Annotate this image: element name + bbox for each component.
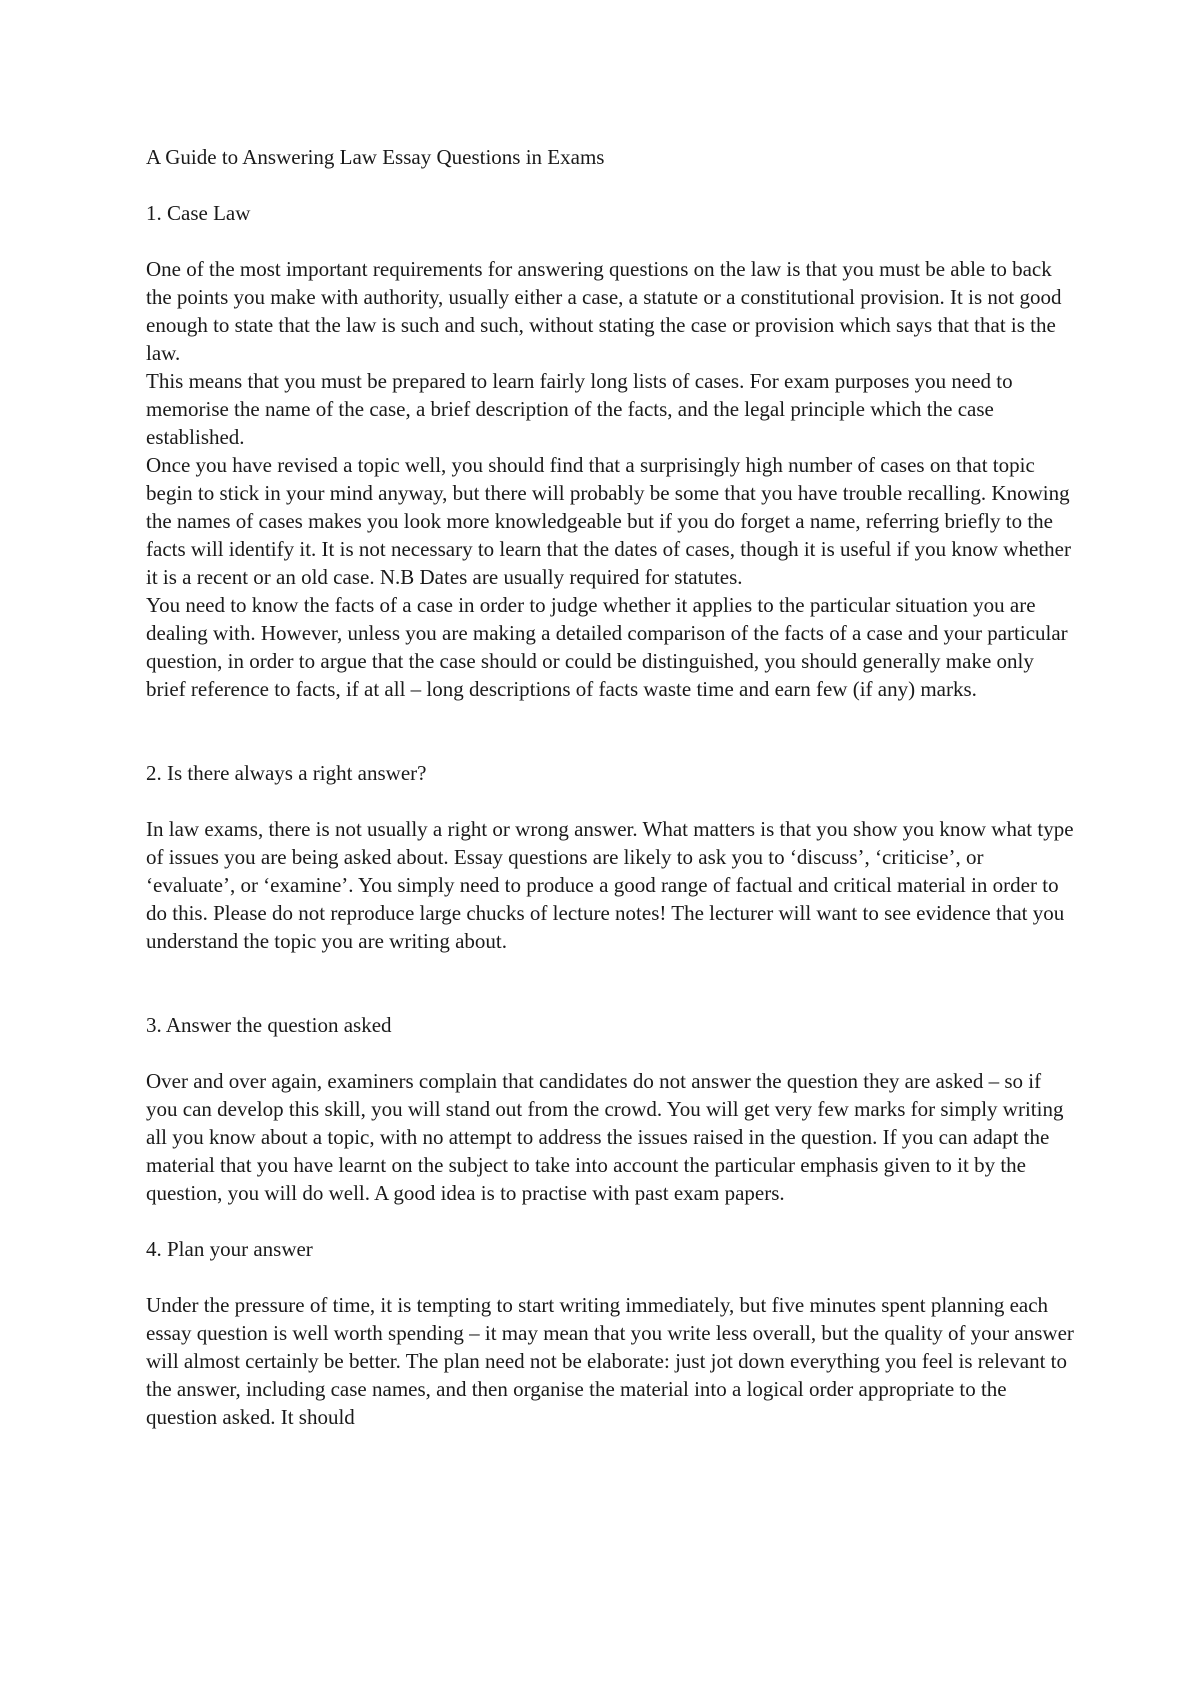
section-heading: 2. Is there always a right answer? <box>146 761 427 785</box>
document-body <box>146 143 1076 1431</box>
section-heading: 4. Plan your answer <box>146 1237 313 1261</box>
document-title: A Guide to Answering Law Essay Questions in Exams <box>146 145 605 169</box>
paragraph: Over and over again, examiners complain that candidates do not answer the question they are asked – so if you can develop this skill, you will stand out from the crowd. You will get very few marks for simply writing all you know about a topic, with no attempt to address the issues raised in the question. If you can adapt the material that you have learnt on the subject to take into account the particular emphasis given to it by the question, you will do well. A good idea is to practise with past exam papers. <box>146 1069 1064 1205</box>
paragraph: Once you have revised a topic well, you should find that a surprisingly high number of cases on that topic begin to stick in your mind anyway, but there will probably be some that you have trouble recalling. Knowing the names of cases makes you look more knowledgeable but if you do forget a name, referring briefly to the facts will identify it. It is not necessary to learn that the dates of cases, though it is useful if you know whether it is a recent or an old case. N.B Dates are usually required for statutes. <box>146 453 1071 589</box>
paragraph: Under the pressure of time, it is tempting to start writing immediately, but five minutes spent planning each essay question is well worth spending – it may mean that you write less overall, but the quality of your answer will almost certainly be better. The plan need not be elaborate: just jot down everything you feel is relevant to the answer, including case names, and then organise the material into a logical order appropriate to the question asked. It should <box>146 1293 1074 1429</box>
paragraph: You need to know the facts of a case in order to judge whether it applies to the particular situation you are dealing with. However, unless you are making a detailed comparison of the facts of a case and your particular question, in order to argue that the case should or could be distinguished, you should generally make only brief reference to facts, if at all – long descriptions of facts waste time and earn few (if any) marks. <box>146 593 1068 701</box>
section-heading: 1. Case Law <box>146 201 251 225</box>
section-heading: 3. Answer the question asked <box>146 1013 392 1037</box>
paragraph: One of the most important requirements for answering questions on the law is that you must be able to back the points you make with authority, usually either a case, a statute or a constitutional provision. It is not good enough to state that the law is such and such, without stating the case or provision which says that that is the law. <box>146 257 1062 365</box>
paragraph: In law exams, there is not usually a right or wrong answer. What matters is that you show you know what type of issues you are being asked about. Essay questions are likely to ask you to ‘discuss’, ‘criticise’, or ‘evaluate’, or ‘examine’. You simply need to produce a good range of factual and critical material in order to do this. Please do not reproduce large chucks of lecture notes! The lecturer will want to see evidence that you understand the topic you are writing about. <box>146 817 1074 953</box>
paragraph: This means that you must be prepared to learn fairly long lists of cases. For exam purposes you need to memorise the name of the case, a brief description of the facts, and the legal principle which the case established. <box>146 369 1013 449</box>
